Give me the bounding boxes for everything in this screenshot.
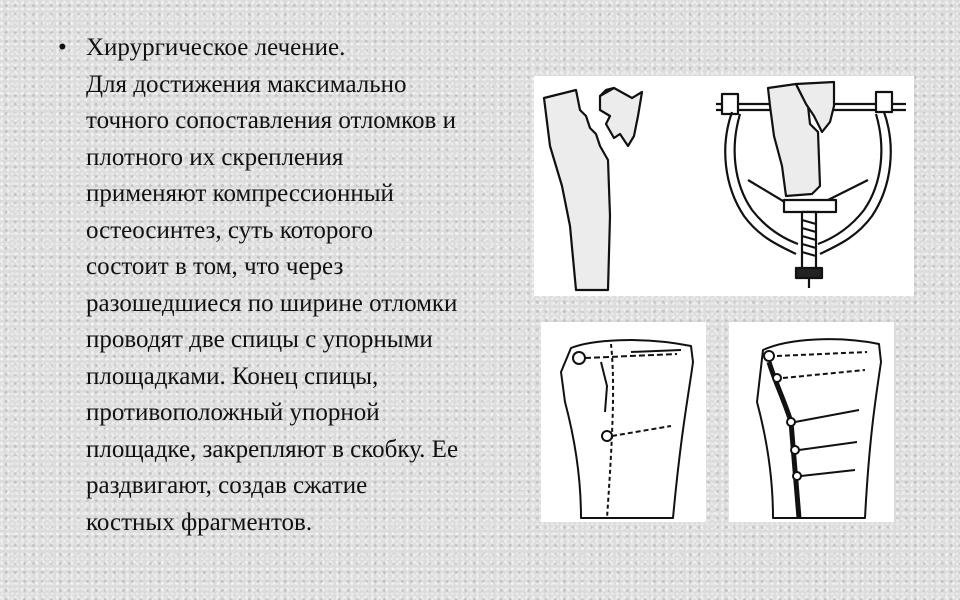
slide-text	[58, 30, 538, 541]
slide-heading: Хирургическое лечение.	[86, 34, 346, 61]
body-line: остеосинтез, суть которого	[86, 216, 374, 244]
body-line: площадке, закрепляют в скобку. Ее	[86, 435, 459, 463]
body-line: площадками. Конец спицы,	[86, 362, 379, 390]
fracture-compression-illustration	[534, 76, 914, 296]
body-line: плотного их скрепления	[86, 143, 344, 171]
body-paragraph	[58, 67, 538, 542]
figure-bottom-right-panel	[729, 322, 894, 522]
figure-top-panel	[534, 76, 914, 296]
figure-bottom-left-panel	[541, 322, 706, 522]
plate-fixation-diagram	[757, 339, 881, 518]
bone-fracture-diagram	[544, 88, 642, 290]
heading-line	[58, 30, 538, 67]
body-line: раздвигают, создав сжатие	[86, 472, 368, 499]
body-line: разошедшиеся по ширине отломки	[86, 289, 458, 317]
body-line: точного сопоставления отломков и	[86, 107, 456, 134]
bullet-icon: •	[58, 34, 67, 61]
body-line: состоит в том, что через	[86, 253, 344, 280]
body-line: применяют компрессионный	[86, 180, 394, 207]
screw-fixation-illustration	[541, 322, 706, 522]
body-line: проводят две спицы с упорными	[86, 326, 433, 353]
compression-device-diagram	[716, 82, 906, 288]
body-line: Для достижения максимально	[86, 70, 407, 98]
plate-fixation-illustration	[729, 322, 894, 522]
body-line: костных фрагментов.	[86, 508, 313, 536]
body-line: противоположный упорной	[86, 399, 380, 426]
screw-fixation-diagram	[561, 340, 693, 518]
